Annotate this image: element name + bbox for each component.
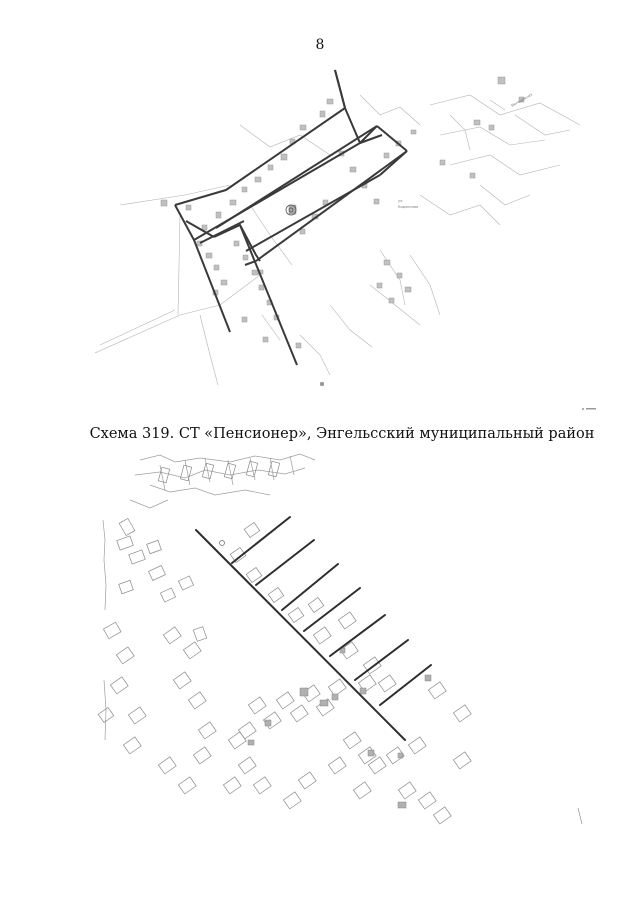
street-label-molodezhnaya: Молодежная: [510, 92, 534, 108]
street-label-kirpichnaya: Кирпичная: [398, 205, 419, 209]
street-label-ul: ул.: [398, 199, 404, 203]
buildings: [161, 77, 524, 386]
settlement-boundary: [196, 517, 431, 740]
map-edge-mark: [578, 808, 582, 824]
plot-marker-icon: [220, 541, 225, 546]
scheme-map-top: [0, 55, 640, 420]
compass-rose-icon: [582, 408, 596, 410]
scheme-map-bottom: [0, 450, 640, 830]
background-parcels: [95, 95, 580, 385]
background-parcels: [103, 454, 315, 740]
scheme-caption: Схема 319. СТ «Пенсионер», Энгельсский муниципальный район: [89, 426, 595, 442]
garden-plots: [98, 461, 471, 824]
buildings: [248, 648, 431, 808]
settlement-boundary: [175, 70, 407, 365]
street-labels: [398, 92, 533, 209]
page-number: 8: [315, 37, 325, 53]
